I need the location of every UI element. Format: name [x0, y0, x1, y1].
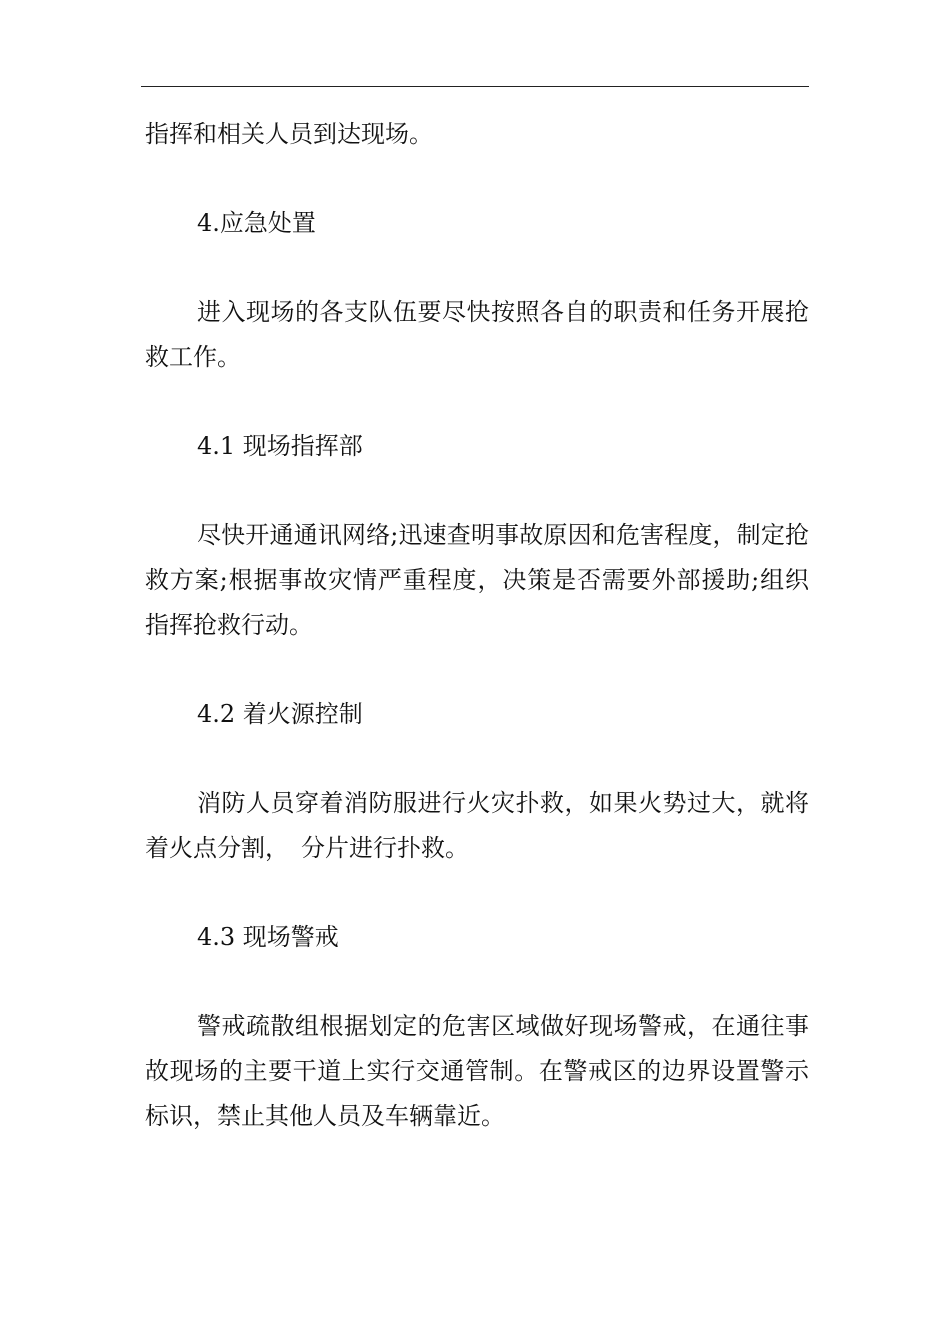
paragraph-rescue-work: 进入现场的各支队伍要尽快按照各自的职责和任务开展抢救工作。: [145, 298, 809, 371]
section-heading-4-3: 4.3 现场警戒: [197, 923, 339, 951]
paragraph-continuation: 指挥和相关人员到达现场。: [145, 120, 433, 148]
section-heading-4-2: 4.2 着火源控制: [197, 700, 363, 728]
paragraph-command-post: 尽快开通通讯网络;迅速查明事故原因和危害程度，制定抢救方案;根据事故灾情严重程度，决策是否需要外部援助;组织指挥抢救行动。: [145, 521, 809, 639]
paragraph-site-cordon: 警戒疏散组根据划定的危害区域做好现场警戒，在通往事故现场的主要干道上实行交通管制。在警戒区的边界设置警示标识，禁止其他人员及车辆靠近。: [145, 1012, 809, 1130]
section-heading-4-1: 4.1 现场指挥部: [197, 432, 363, 460]
section-heading-4: 4.应急处置: [197, 209, 316, 237]
paragraph-fire-control: 消防人员穿着消防服进行火灾扑救，如果火势过大，就将着火点分割， 分片进行扑救。: [145, 789, 809, 862]
document-body: [145, 112, 809, 1139]
header-rule: [141, 86, 809, 87]
